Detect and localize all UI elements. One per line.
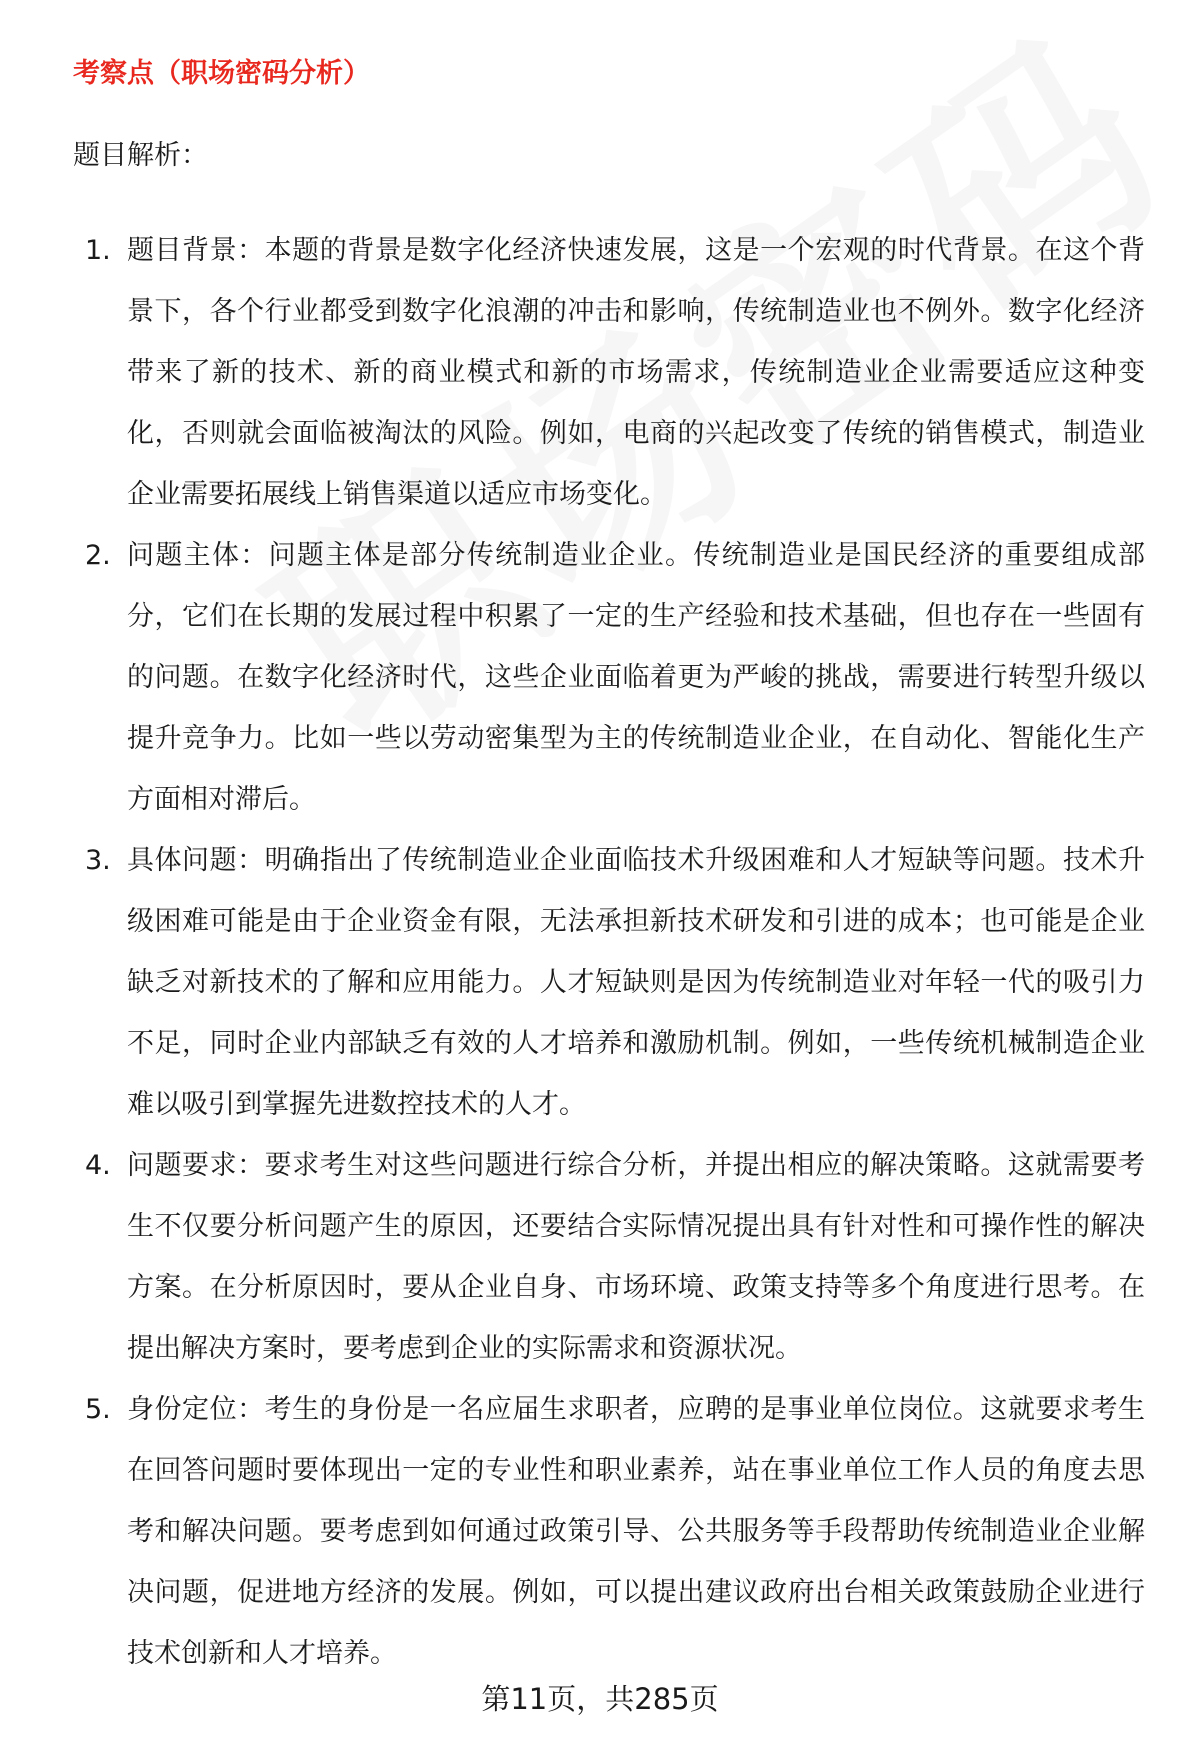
list-item [85, 1379, 1145, 1684]
analysis-list [85, 220, 1145, 1684]
list-item-text: 问题主体：问题主体是部分传统制造业企业。传统制造业是国民经济的重要组成部分，它们在长期的发展过程中积累了一定的生产经验和技术基础，但也存在一些固有的问题。在数字化经济时代，这些企业面临着更为严峻的挑战，需要进行转型升级以提升竞争力。比如一些以劳动密集型为主的传统制造业企业，在自动化、智能化生产方面相对滞后。 [127, 540, 1145, 815]
page-number: 第11页，共285页 [481, 1682, 719, 1716]
list-item-number: 1. [85, 235, 111, 266]
list-item-text: 身份定位：考生的身份是一名应届生求职者，应聘的是事业单位岗位。这就要求考生在回答问题时要体现出一定的专业性和职业素养，站在事业单位工作人员的角度去思考和解决问题。要考虑到如何通过政策引导、公共服务等手段帮助传统制造业企业解决问题，促进地方经济的发展。例如，可以提出建议政府出台相关政策鼓励企业进行技术创新和人才培养。 [127, 1394, 1145, 1669]
list-item-number: 5. [85, 1394, 111, 1425]
section-title: 考察点（职场密码分析） [73, 58, 370, 89]
list-item-number: 4. [85, 1150, 111, 1181]
sub-title: 题目解析： [73, 140, 208, 171]
list-item-text: 问题要求：要求考生对这些问题进行综合分析，并提出相应的解决策略。这就需要考生不仅要分析问题产生的原因，还要结合实际情况提出具有针对性和可操作性的解决方案。在分析原因时，要从企业自身、市场环境、政策支持等多个角度进行思考。在提出解决方案时，要考虑到企业的实际需求和资源状况。 [127, 1150, 1145, 1364]
list-item-text: 具体问题：明确指出了传统制造业企业面临技术升级困难和人才短缺等问题。技术升级困难可能是由于企业资金有限，无法承担新技术研发和引进的成本；也可能是企业缺乏对新技术的了解和应用能力。人才短缺则是因为传统制造业对年轻一代的吸引力不足，同时企业内部缺乏有效的人才培养和激励机制。例如，一些传统机械制造企业难以吸引到掌握先进数控技术的人才。 [127, 845, 1145, 1120]
list-item [85, 220, 1145, 525]
list-item [85, 525, 1145, 830]
list-item-text: 题目背景：本题的背景是数字化经济快速发展，这是一个宏观的时代背景。在这个背景下，各个行业都受到数字化浪潮的冲击和影响，传统制造业也不例外。数字化经济带来了新的技术、新的商业模式和新的市场需求，传统制造业企业需要适应这种变化，否则就会面临被淘汰的风险。例如，电商的兴起改变了传统的销售模式，制造业企业需要拓展线上销售渠道以适应市场变化。 [127, 235, 1145, 510]
list-item-number: 3. [85, 845, 111, 876]
list-item-number: 2. [85, 540, 111, 571]
list-item [85, 830, 1145, 1135]
list-item [85, 1135, 1145, 1379]
